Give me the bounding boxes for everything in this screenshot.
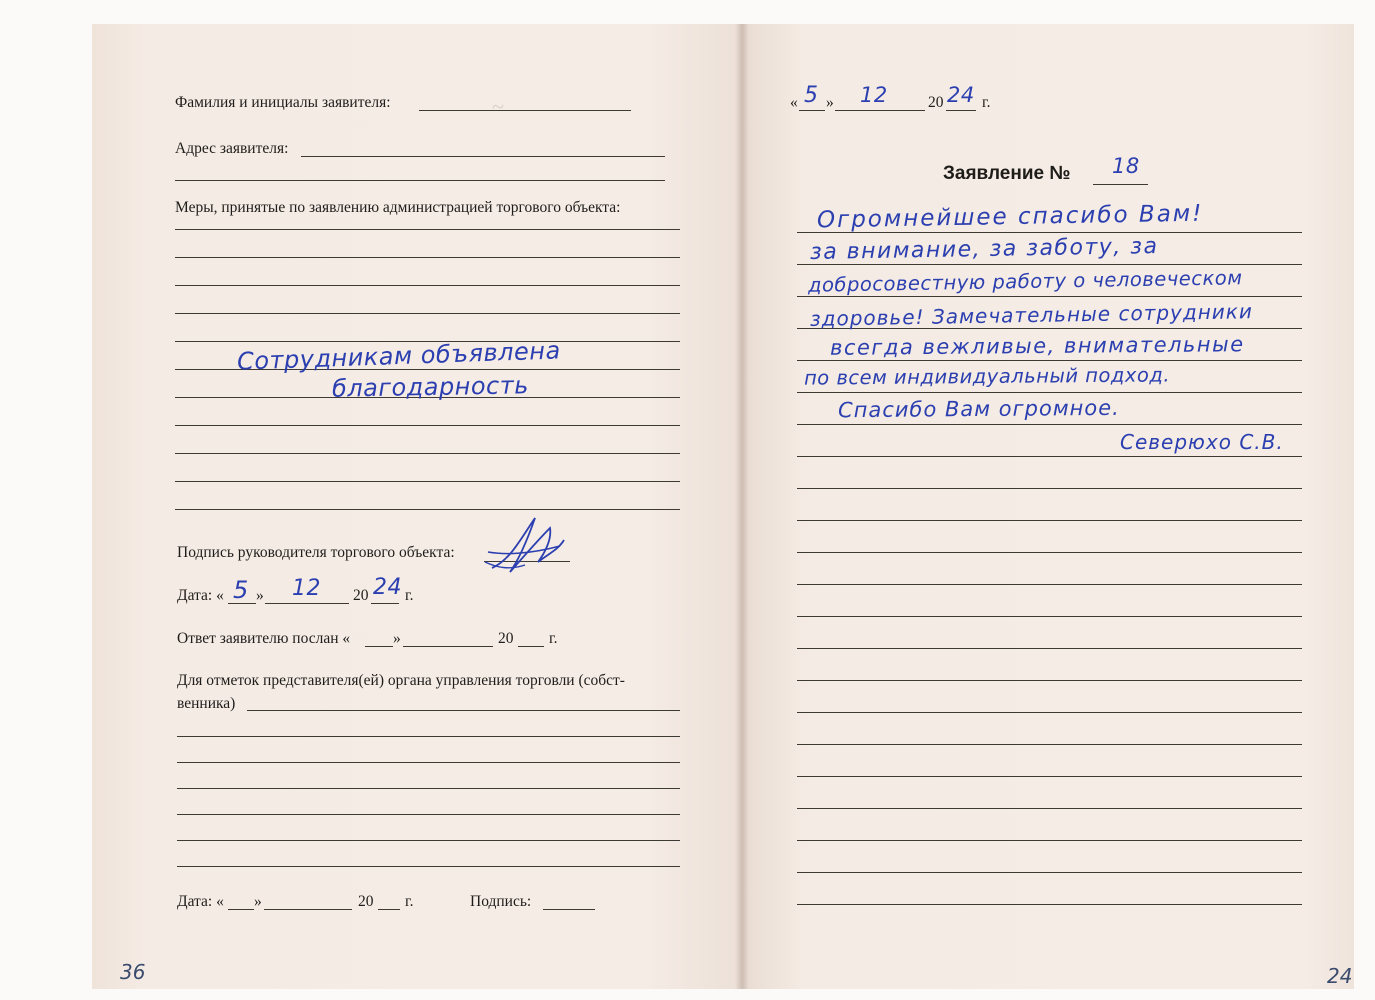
right-date-open: « [790, 94, 798, 111]
statement-line [797, 744, 1302, 745]
right-date-month: 12 [860, 83, 888, 107]
representatives-line [177, 866, 680, 867]
measures-line [175, 285, 680, 286]
manager-signature-icon [480, 510, 570, 580]
right-date-month-line [835, 110, 925, 111]
date-label: Дата: « [177, 587, 224, 604]
bottom-date-close: » [254, 893, 262, 910]
representatives-line [247, 710, 680, 711]
handwritten-line: Спасибо Вам огромное. [837, 395, 1120, 423]
statement-line [797, 488, 1302, 489]
measures-line [175, 425, 680, 426]
representatives-line [177, 840, 680, 841]
representatives-label-line-2: венника) [177, 695, 236, 712]
date-month-value: 12 [292, 576, 321, 601]
measures-line [175, 257, 680, 258]
right-date-year: 24 [947, 83, 975, 107]
reply-sent-month-line [403, 646, 493, 647]
handwritten-line: здоровье! Замечательные сотрудники [809, 299, 1254, 331]
date-close-quote: » [256, 587, 264, 604]
handwritten-line: по всем индивидуальный подход. [803, 363, 1171, 390]
measures-line [175, 453, 680, 454]
bottom-date-day-line [228, 909, 254, 910]
handwritten-line: Огромнейшее спасибо Вам! [816, 200, 1204, 234]
bottom-date-label: Дата: « [177, 893, 224, 910]
statement-line [797, 776, 1302, 777]
page-number-left: 36 [120, 960, 146, 984]
statement-line [797, 424, 1302, 425]
reply-sent-year-line [518, 646, 544, 647]
statement-line [797, 904, 1302, 905]
reply-sent-label: Ответ заявителю послан « [177, 630, 351, 647]
book-gutter [735, 24, 749, 989]
right-date-year-line [946, 110, 976, 111]
bottom-date-year-line [378, 909, 400, 910]
handwritten-line: за внимание, за заботу, за [809, 233, 1159, 266]
representatives-line [177, 788, 680, 789]
statement-line [797, 360, 1302, 361]
date-day-value: 5 [233, 576, 249, 604]
measures-handwriting-line-2: благодарность [331, 371, 530, 403]
statement-number-line [1093, 184, 1148, 185]
left-page [92, 24, 742, 989]
representatives-line [177, 736, 680, 737]
right-page [742, 24, 1354, 989]
measures-line [175, 509, 680, 510]
statement-line [797, 648, 1302, 649]
representatives-label-line-1: Для отметок представителя(ей) органа управления торговли (собст- [177, 672, 625, 689]
date-year-line [371, 603, 399, 604]
measures-handwriting-line-1: Сотрудникам объявлена [236, 336, 562, 376]
statement-line [797, 808, 1302, 809]
right-date-day: 5 [804, 83, 819, 108]
representatives-line [177, 762, 680, 763]
applicant-name-line [419, 110, 631, 111]
right-date-g: г. [982, 94, 991, 111]
reply-sent-close: » [393, 630, 401, 647]
statement-line [797, 680, 1302, 681]
date-g: г. [405, 587, 414, 604]
manager-signature-label: Подпись руководителя торгового объекта: [177, 544, 455, 561]
statement-line [797, 456, 1302, 457]
handwritten-line: всегда вежливые, внимательные [829, 332, 1245, 360]
handwritten-line: добросовестную работу о человеческом [807, 266, 1243, 297]
right-date-day-line [799, 110, 825, 111]
statement-line [797, 520, 1302, 521]
bottom-date-month-line [264, 909, 352, 910]
measures-line [175, 229, 680, 230]
right-date-year-prefix: 20 [928, 94, 944, 111]
statement-number: 18 [1112, 154, 1140, 178]
measures-line [175, 313, 680, 314]
open-journal [92, 24, 1354, 989]
statement-line [797, 584, 1302, 585]
date-month-line [265, 603, 349, 604]
applicant-address-line-2 [175, 180, 665, 181]
statement-line [797, 872, 1302, 873]
applicant-name-label: Фамилия и инициалы заявителя: [175, 94, 391, 111]
measures-line [175, 481, 680, 482]
bottom-date-g: г. [405, 893, 414, 910]
bottom-date-year: 20 [358, 893, 374, 910]
reply-sent-g: г. [549, 630, 558, 647]
reply-sent-day-line [365, 646, 393, 647]
statement-line [797, 616, 1302, 617]
measures-label: Меры, принятые по заявлению администрацией торгового объекта: [175, 199, 621, 216]
statement-line [797, 392, 1302, 393]
applicant-address-label: Адрес заявителя: [175, 140, 289, 157]
show-through-text: ~ [492, 94, 504, 119]
applicant-address-line-1 [301, 156, 665, 157]
reply-sent-year: 20 [498, 630, 514, 647]
date-year-prefix: 20 [353, 587, 369, 604]
bottom-signature-line [543, 909, 595, 910]
page-number-right: 24 [1327, 964, 1353, 988]
bottom-signature-label: Подпись: [470, 893, 532, 910]
statement-line [797, 264, 1302, 265]
statement-line [797, 296, 1302, 297]
statement-line [797, 712, 1302, 713]
representatives-line [177, 814, 680, 815]
date-year-value: 24 [373, 575, 402, 600]
statement-line [797, 840, 1302, 841]
statement-title: Заявление № [943, 163, 1071, 184]
handwritten-signature-name: Северюхо С.В. [1120, 430, 1284, 454]
right-date-close: » [826, 94, 834, 111]
statement-line [797, 552, 1302, 553]
